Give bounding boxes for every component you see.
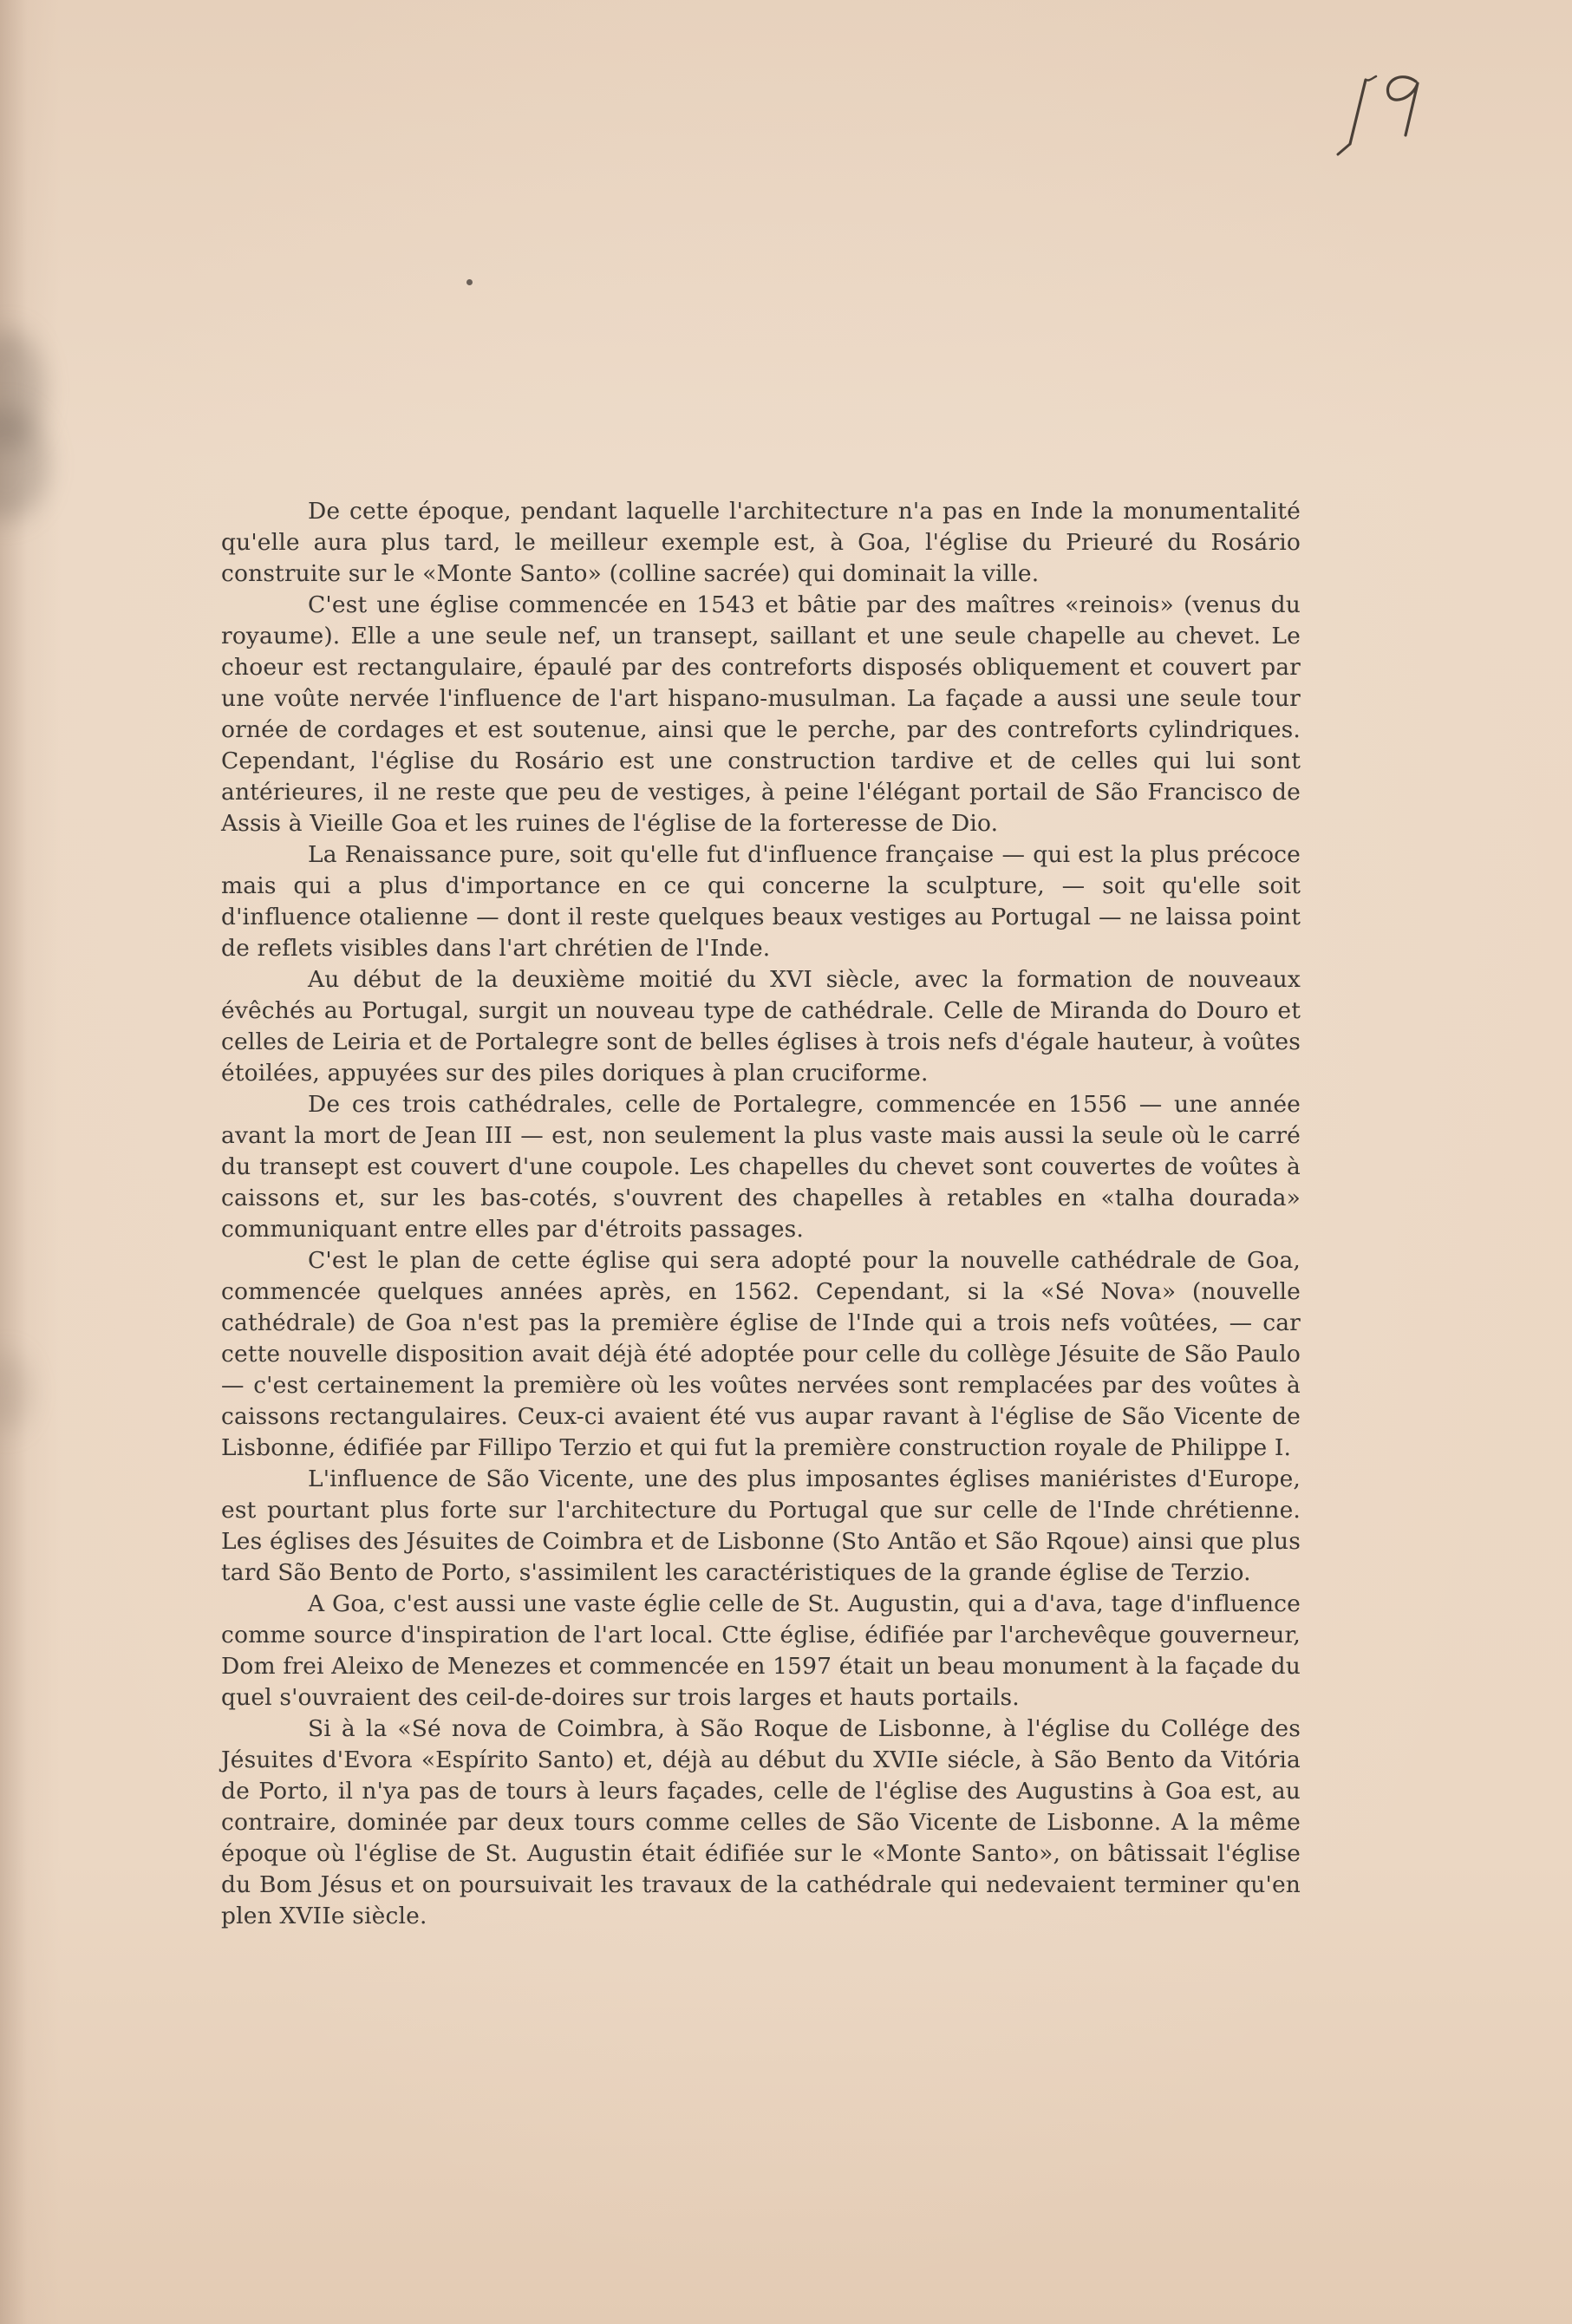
paragraph: Au début de la deuxième moitié du XVI siècle, avec la formation de nouveaux évêchés au Portugal, surgit un nouveau type de cathédrale. Celle de Miranda do Douro et celles de Leiria et de Portalegre sont de belles églises à trois nefs d'égale hauteur, à voûtes étoilées, appuyées sur des piles doriques à plan cruciforme. [221,966,1301,1087]
ink-dot [466,279,473,285]
paragraph: La Renaissance pure, soit qu'elle fut d'influence française — qui est la plus précoce mais qui a plus d'importance en ce qui concerne la sculpture, — soit qu'elle soit d'influence otalienne — dont il reste quelques beaux vestiges au Portugal — ne laissa point de reflets visibles dans l'art chrétien de l'Inde. [221,841,1301,962]
body-text [221,496,1301,1932]
paragraph: C'est une église commencée en 1543 et bâtie par des maîtres «reinois» (venus du royaume). Elle a une seule nef, un transept, saillant et une seule chapelle au chevet. Le choeur est rectangulaire, épaulé par des contreforts disposés obliquement et couvert par une voûte nervée l'influence de l'art hispano-musulman. La façade a aussi une seule tour ornée de cordages et est soutenue, ainsi que le perche, par des contreforts cylindriques. Cependant, l'église du Rosário est une construction tardive et de celles qui lui sont antérieures, il ne reste que peu de vestiges, à peine l'élégant portail de São Francisco de Assis à Vieille Goa et les ruines de l'église de la forteresse de Dio. [221,591,1301,837]
paragraph: A Goa, c'est aussi une vaste églie celle de St. Augustin, qui a d'ava, tage d'influence comme source d'inspiration de l'art local. Ctte église, édifiée par l'archevêque gouverneur, Dom frei Aleixo de Menezes et commencée en 1597 était un beau monument à la façade du quel s'ouvraient des ceil-de-doires sur trois larges et hauts portails. [221,1590,1301,1711]
handwritten-page-number [1331,61,1444,165]
paragraph: C'est le plan de cette église qui sera adopté pour la nouvelle cathédrale de Goa, commencée quelques années après, en 1562. Cependant, si la «Sé Nova» (nouvelle cathédrale) de Goa n'est pas la première église de l'Inde qui a trois nefs voûtées, — car cette nouvelle disposition avait déjà été adoptée pour celle du collège Jésuite de São Paulo — c'est certainement la première où les voûtes nervées sont remplacées par des voûtes à caissons rectangulaires. Ceux-ci avaient été vus aupar ravant à l'église de São Vicente de Lisbonne, édifiée par Fillipo Terzio et qui fut la première construction royale de Philippe I. [221,1247,1301,1461]
paragraph: Si à la «Sé nova de Coimbra, à São Roque de Lisbonne, à l'église du Collége des Jésuites d'Evora «Espírito Santo) et, déjà au début du XVIIe siécle, à São Bento da Vitória de Porto, il n'ya pas de tours à leurs façades, celle de l'église des Augustins à Goa est, au contraire, dominée par deux tours comme celles de São Vicente de Lisbonne. A la même époque où l'église de St. Augustin était édifiée sur le «Monte Santo», on bâtissait l'église du Bom Jésus et on poursuivait les travaux de la cathédrale qui nedevaient terminer qu'en plen XVIIe siècle. [221,1715,1301,1929]
handwritten-page-number-graphic [1331,61,1444,165]
paragraph: De cette époque, pendant laquelle l'architecture n'a pas en Inde la monumentalité qu'elle aura plus tard, le meilleur exemple est, à Goa, l'église du Prieuré du Rosário construite sur le «Monte Santo» (colline sacrée) qui dominait la ville. [221,498,1301,587]
paragraph: L'influence de São Vicente, une des plus imposantes églises maniéristes d'Europe, est pourtant plus forte sur l'architecture du Portugal que sur celle de l'Inde chrétienne. Les églises des Jésuites de Coimbra et de Lisbonne (Sto Antão et São Rqoue) ainsi que plus tard São Bento de Porto, s'assimilent les caractéristiques de la grande église de Terzio. [221,1466,1301,1586]
paragraph: De ces trois cathédrales, celle de Portalegre, commencée en 1556 — une année avant la mort de Jean III — est, non seulement la plus vaste mais aussi la seule où le carré du transept est couvert d'une coupole. Les chapelles du chevet sont couvertes de voûtes à caissons et, sur les bas-cotés, s'ouvrent des chapelles à retables en «talha dourada» communiquant entre elles par d'étroits passages. [221,1091,1301,1243]
